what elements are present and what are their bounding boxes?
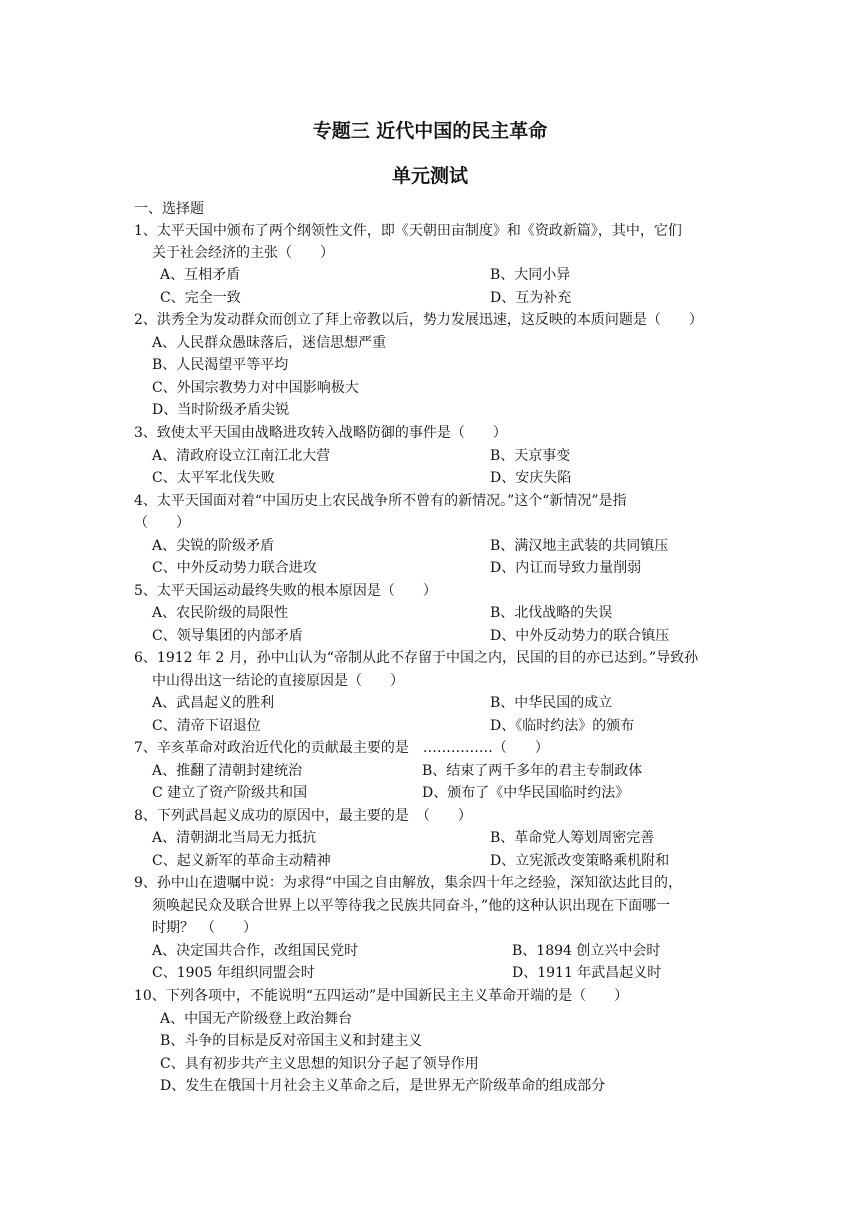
question-4-option-d: D、内讧而导致力量削弱 — [490, 560, 642, 576]
question-10-option-b: B、斗争的目标是反对帝国主义和封建主义 — [160, 1033, 423, 1049]
question-6-option-a: A、武昌起义的胜利 — [152, 695, 275, 711]
question-5-option-d: D、中外反动势力的联合镇压 — [490, 628, 670, 644]
question-9-option-d: D、1911 年武昌起义时 — [512, 965, 662, 981]
question-2-option-b: B、人民渴望平等平均 — [152, 357, 289, 373]
question-3-option-b: B、天京事变 — [490, 448, 571, 464]
section-label: 一、选择题 — [134, 201, 204, 217]
question-1-option-a: A、互相矛盾 — [160, 267, 241, 283]
question-4-option-b: B、满汉地主武装的共同镇压 — [490, 538, 669, 554]
question-8-option-a: A、清朝湖北当局无力抵抗 — [152, 830, 317, 846]
question-9-stem-line-3: 时期？ （ ） — [152, 920, 257, 936]
question-2-option-c: C、外国宗教势力对中国影响极大 — [152, 380, 359, 396]
question-6-stem-line-1: 6、1912 年 2 月，孙中山认为“帝制从此不存留于中国之内，民国的目的亦已达到。”导致孙 — [134, 650, 699, 666]
question-9-option-a: A、决定国共合作，改组国民党时 — [152, 943, 359, 959]
question-9-stem-line-1: 9、孙中山在遗嘱中说：为求得“中国之自由解放，集余四十年之经验，深知欲达此目的， — [134, 875, 683, 891]
question-8-option-b: B、革命党人筹划周密完善 — [490, 830, 655, 846]
document-title: 专题三 近代中国的民主革命 — [312, 120, 548, 142]
question-1-stem-line-1: 1、太平天国中颁布了两个纲领性文件，即《天朝田亩制度》和《资政新篇》，其中，它们 — [134, 223, 682, 239]
question-4-stem-line-1: 4、太平天国面对着“中国历史上农民战争所不曾有的新情况。”这个“新情况”是指 — [134, 493, 627, 509]
question-1-option-c: C、完全一致 — [160, 290, 241, 306]
question-4-option-c: C、中外反动势力联合进攻 — [152, 560, 317, 576]
question-2-stem: 2、洪秀全为发动群众而创立了拜上帝教以后，势力发展迅速，这反映的本质问题是（ ） — [134, 312, 703, 328]
question-7-option-a: A、推翻了清朝封建统治 — [152, 763, 303, 779]
question-3-option-c: C、太平军北伐失败 — [152, 470, 275, 486]
question-5-option-b: B、北伐战略的失误 — [490, 605, 613, 621]
question-2-option-d: D、当时阶级矛盾尖锐 — [152, 402, 290, 418]
question-1-stem-line-2: 关于社会经济的主张（ ） — [152, 245, 334, 261]
question-3-option-d: D、安庆失陷 — [490, 470, 572, 486]
question-6-option-c: C、清帝下诏退位 — [152, 718, 261, 734]
question-2-option-a: A、人民群众愚昧落后，迷信思想严重 — [152, 335, 387, 351]
question-9-stem-line-2: 须唤起民众及联合世界上以平等待我之民族共同奋斗，”他的这种认识出现在下面哪一 — [152, 898, 671, 914]
question-8-option-c: C、起义新军的革命主动精神 — [152, 853, 331, 869]
question-9-option-b: B、1894 创立兴中会时 — [512, 943, 661, 959]
question-7-option-d: D、颁布了《中华民国临时约法》 — [422, 785, 630, 801]
question-6-option-d: D、《临时约法》的颁布 — [490, 718, 635, 734]
question-8-stem: 8、下列武昌起义成功的原因中，最主要的是 （ ） — [134, 808, 472, 824]
document-subtitle: 单元测试 — [391, 165, 468, 187]
question-4-option-a: A、尖锐的阶级矛盾 — [152, 538, 275, 554]
question-5-option-a: A、农民阶级的局限性 — [152, 605, 289, 621]
question-4-stem-line-2: （ ） — [134, 515, 190, 531]
question-3-option-a: A、清政府设立江南江北大营 — [152, 448, 331, 464]
question-7-option-c: C 建立了资产阶级共和国 — [152, 785, 308, 801]
question-3-stem: 3、致使太平天国由战略进攻转入战略防御的事件是（ ） — [134, 425, 507, 441]
question-6-option-b: B、中华民国的成立 — [490, 695, 613, 711]
question-7-option-b: B、结束了两千多年的君主专制政体 — [422, 763, 643, 779]
question-10-option-d: D、发生在俄国十月社会主义革命之后，是世界无产阶级革命的组成部分 — [160, 1078, 606, 1094]
question-7-stem: 7、辛亥革命对政治近代化的贡献最主要的是 ……………（ ） — [134, 740, 549, 756]
question-9-option-c: C、1905 年组织同盟会时 — [152, 965, 315, 981]
question-1-option-b: B、大同小异 — [490, 267, 571, 283]
question-10-stem: 10、下列各项中，不能说明“五四运动”是中国新民主主义革命开端的是（ ） — [134, 988, 629, 1004]
question-6-stem-line-2: 中山得出这一结论的直接原因是（ ） — [152, 673, 404, 689]
question-10-option-a: A、中国无产阶级登上政治舞台 — [160, 1011, 353, 1027]
question-5-stem: 5、太平天国运动最终失败的根本原因是（ ） — [134, 583, 437, 599]
question-10-option-c: C、具有初步共产主义思想的知识分子起了领导作用 — [160, 1056, 479, 1072]
question-1-option-d: D、互为补充 — [490, 290, 572, 306]
question-5-option-c: C、领导集团的内部矛盾 — [152, 628, 303, 644]
question-8-option-d: D、立宪派改变策略乘机附和 — [490, 853, 670, 869]
